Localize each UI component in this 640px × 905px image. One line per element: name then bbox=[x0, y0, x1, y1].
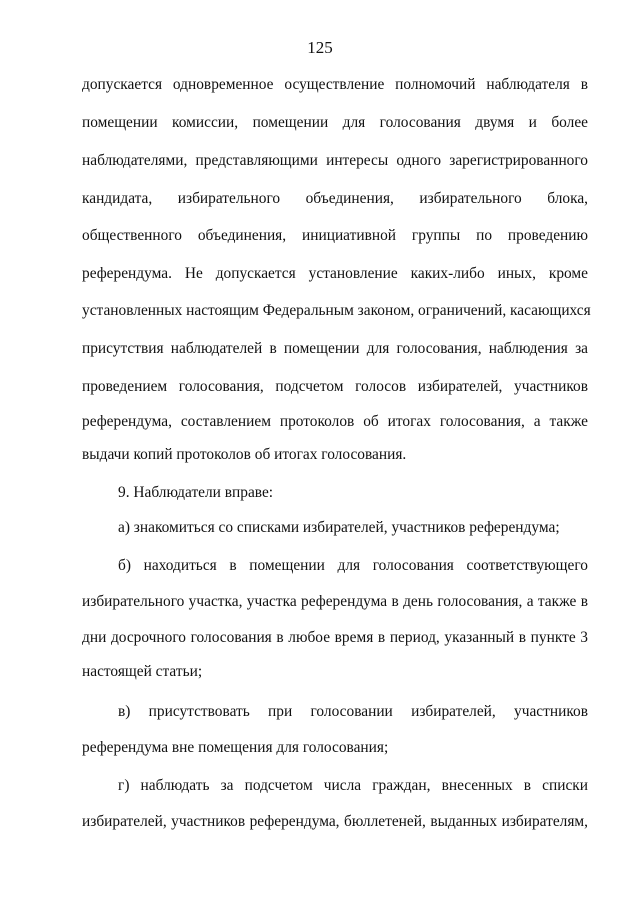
text-line: референдума. Не допускается установление каких-либо иных, кроме bbox=[82, 265, 588, 282]
text-line: избирателей, участников референдума, бюллетеней, выданных избирателям, bbox=[82, 813, 588, 830]
page-number: 125 bbox=[307, 38, 333, 57]
list-item: б) находиться в помещении для голосования соответствующего bbox=[118, 557, 588, 574]
text-line: помещении комиссии, помещении для голосования двумя и более bbox=[82, 114, 588, 131]
list-item: в) присутствовать при голосовании избирателей, участников bbox=[118, 703, 588, 720]
text-line: проведением голосования, подсчетом голосов избирателей, участников bbox=[82, 378, 588, 395]
text-line: присутствия наблюдателей в помещении для голосования, наблюдения за bbox=[82, 340, 588, 357]
text-line: референдума вне помещения для голосования; bbox=[82, 739, 389, 756]
text-line: избирательного участка, участка референдума в день голосования, а также в bbox=[82, 593, 588, 610]
section-heading: 9. Наблюдатели вправе: bbox=[118, 484, 274, 501]
list-item: г) наблюдать за подсчетом числа граждан, внесенных в списки bbox=[118, 777, 588, 794]
text-line: референдума, составлением протоколов об итогах голосования, а также bbox=[82, 413, 588, 430]
list-item: а) знакомиться со списками избирателей, участников референдума; bbox=[118, 519, 560, 536]
text-line: наблюдателями, представляющими интересы одного зарегистрированного bbox=[82, 152, 588, 169]
text-line: выдачи копий протоколов об итогах голосования. bbox=[82, 446, 407, 463]
text-line: допускается одновременное осуществление полномочий наблюдателя в bbox=[82, 76, 588, 93]
text-line: установленных настоящим Федеральным законом, ограничений, касающихся bbox=[82, 302, 591, 319]
text-line: дни досрочного голосования в любое время в период, указанный в пункте 3 bbox=[82, 629, 588, 646]
text-line: настоящей статьи; bbox=[82, 663, 203, 680]
text-line: кандидата, избирательного объединения, избирательного блока, bbox=[82, 190, 588, 207]
text-line: общественного объединения, инициативной группы по проведению bbox=[82, 227, 588, 244]
